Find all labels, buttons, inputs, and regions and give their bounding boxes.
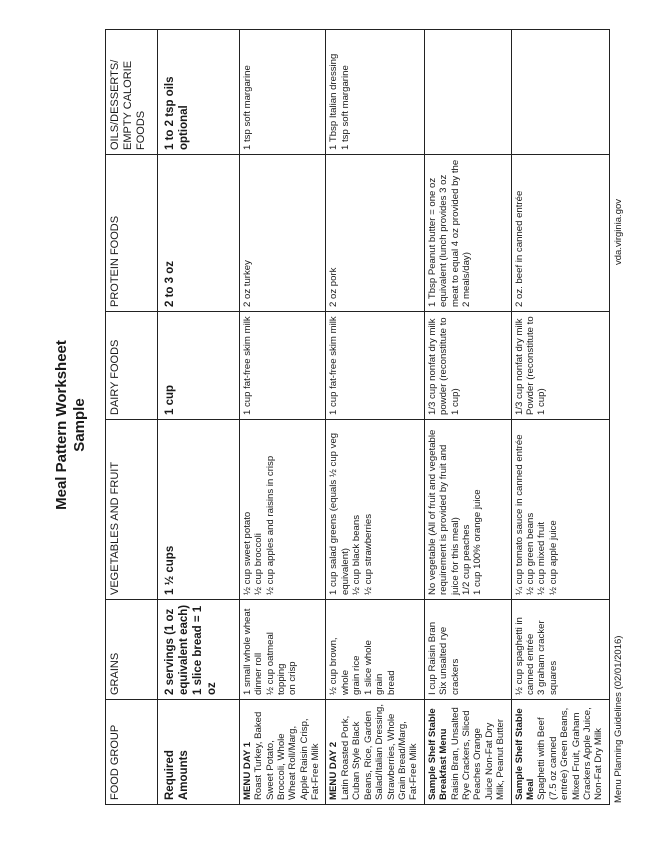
cell-line: grain	[374, 673, 386, 695]
cell-oils	[511, 30, 609, 155]
table-row	[511, 30, 609, 805]
cell-grains	[239, 600, 326, 700]
cell-line: 1/3 cup nonfat dry milk powder (reconstitute to 1 cup)	[426, 317, 461, 415]
cell-dairy	[424, 312, 511, 420]
cell-line: 1 tsp soft margarine	[339, 65, 351, 150]
cell-line: topping	[275, 663, 287, 695]
cell-line: ½ cup oatmeal	[264, 632, 276, 695]
cell-line: I cup Raisin Bran	[426, 621, 438, 695]
menu-description: Spaghetti with Beef (7.5 oz canned entrée) Green Beans, Mixed Fruit, Graham Crackers Apple Juice, Non-Fat Dry Milk	[536, 707, 605, 800]
header-oils: OILS/DESSERTS/ EMPTY CALORIE FOODS	[106, 30, 158, 155]
cell-line: ½ cup apple juice	[547, 520, 559, 595]
cell-line: dinner roll	[253, 652, 265, 695]
cell-line: ¼ cup tomato sauce in canned entrée	[513, 434, 525, 595]
cell-line: ½ cup strawberries	[362, 513, 374, 595]
menu-cell	[239, 700, 326, 805]
menu-title: Sample Shelf Stable Breakfast Menu	[426, 708, 450, 800]
cell-line: ½ cup broccoli	[253, 533, 265, 595]
cell-protein	[326, 155, 424, 312]
cell-line: 1 small whole wheat	[241, 608, 253, 695]
cell-oils	[326, 30, 424, 155]
cell-line: No vegetable (All of fruit and vegetable requirement is provided by fruit and juice for this meal)	[426, 429, 461, 595]
header-row	[106, 30, 158, 805]
cell-dairy	[239, 312, 326, 420]
cell-line: 1 slice whole	[362, 640, 374, 695]
cell-line: 1/3 cup nonfat dry milk Powder (reconstitute to 1 cup)	[513, 316, 548, 415]
cell-line: on crisp	[287, 661, 299, 695]
menu-title: MENU DAY 2	[328, 741, 340, 800]
cell-line: ½ cup mixed fruit	[536, 521, 548, 595]
cell-line: Six unsalted rye crackers	[438, 626, 461, 695]
page-subtitle: Sample	[71, 398, 88, 452]
cell-line: 1 tsp soft margarine	[241, 65, 253, 150]
footer-guidelines: Menu Planning Guidelines (02/01/2016)	[613, 635, 624, 803]
cell-grains	[511, 600, 609, 700]
title-block	[53, 25, 89, 825]
meal-pattern-table	[105, 29, 610, 805]
header-protein: PROTEIN FOODS	[106, 155, 158, 312]
table-row	[424, 30, 511, 805]
required-label: Required Amounts	[158, 700, 240, 805]
cell-line: whole	[339, 669, 351, 695]
cell-veg-fruit	[511, 420, 609, 600]
cell-line: bread	[385, 670, 397, 695]
cell-veg-fruit	[424, 420, 511, 600]
cell-oils	[239, 30, 326, 155]
table-row	[239, 30, 326, 805]
cell-protein	[511, 155, 609, 312]
menu-cell	[511, 700, 609, 805]
worksheet-page	[45, 25, 624, 825]
cell-dairy	[326, 312, 424, 420]
menu-cell	[326, 700, 424, 805]
required-dairy: 1 cup	[158, 312, 240, 420]
cell-line: 1 cup salad greens (equals ½ cup veg equivalent)	[328, 432, 351, 595]
cell-line: ½ cup spaghetti in canned entrée	[513, 617, 536, 695]
page-title: Meal Pattern Worksheet	[53, 340, 70, 510]
cell-line: 1/2 cup peaches	[461, 524, 473, 595]
cell-line: ½ cup brown,	[328, 637, 340, 695]
cell-line: ½ cup green beans	[524, 512, 536, 595]
cell-protein	[239, 155, 326, 312]
cell-dairy	[511, 312, 609, 420]
required-protein: 2 to 3 oz	[158, 155, 240, 312]
cell-line: 2 oz. beef in canned entrée	[513, 190, 525, 307]
cell-line: grain rice	[351, 655, 363, 695]
menu-title: MENU DAY 1	[241, 741, 253, 800]
header-food-group: FOOD GROUP	[106, 700, 158, 805]
header-dairy: DAIRY FOODS	[106, 312, 158, 420]
cell-line: 1 Tbsp Peanut butter = one oz equivalent (lunch provides 3 oz meat to equal 4 oz provided by the 2 meals/day)	[426, 159, 473, 307]
menu-description: Raisin Bran, Unsalted Rye Crackers, Sliced Peaches Orange Juice Non-Fat Dry Milk, Peanut Butter	[449, 707, 507, 800]
cell-grains	[326, 600, 424, 700]
cell-line: 3 graham cracker squares	[536, 620, 559, 695]
cell-line: ½ cup sweet potato	[241, 511, 253, 595]
header-veg-fruit: VEGETABLES AND FRUIT	[106, 420, 158, 600]
menu-description: Latin Roasted Pork, Cuban Style Black Beans, Rice, Garden Salad/Italian Dressing, Strawberries, Whole Grain Bread/Marg, Fat-Free Milk	[339, 704, 420, 800]
menu-description: Roast Turkey, Baked Sweet Potato, Broccoli, Whole Wheat Roll/Marg, Apple Raisin Crisp, Fat-Free Milk	[253, 711, 322, 800]
cell-line: ½ cup apples and raisins in crisp	[264, 455, 276, 595]
cell-line: 1 Tbsp Italian dressing	[328, 53, 340, 150]
cell-line: 1 cup fat-free skim milk	[241, 316, 253, 415]
cell-oils	[424, 30, 511, 155]
cell-line: ½ cup black beans	[351, 514, 363, 595]
cell-line: 1 cup fat-free skim milk	[328, 316, 340, 415]
footer-website: vda.virginia.gov	[613, 198, 624, 265]
cell-line: 1 cup 100% orange juice	[472, 489, 484, 595]
cell-veg-fruit	[326, 420, 424, 600]
required-grains: 2 servings (1 oz equivalent each) 1 slice bread = 1 oz	[158, 600, 240, 700]
menu-cell	[424, 700, 511, 805]
cell-protein	[424, 155, 511, 312]
cell-line: 2 oz pork	[328, 267, 340, 307]
cell-line: 2 oz turkey	[241, 260, 253, 307]
header-grains: GRAINS	[106, 600, 158, 700]
required-oils: 1 to 2 tsp oils optional	[158, 30, 240, 155]
table-row	[326, 30, 424, 805]
cell-veg-fruit	[239, 420, 326, 600]
menu-title: Sample Shelf Stable Meal	[513, 708, 536, 800]
required-veg-fruit: 1 ½ cups	[158, 420, 240, 600]
cell-grains	[424, 600, 511, 700]
required-row	[158, 30, 240, 805]
